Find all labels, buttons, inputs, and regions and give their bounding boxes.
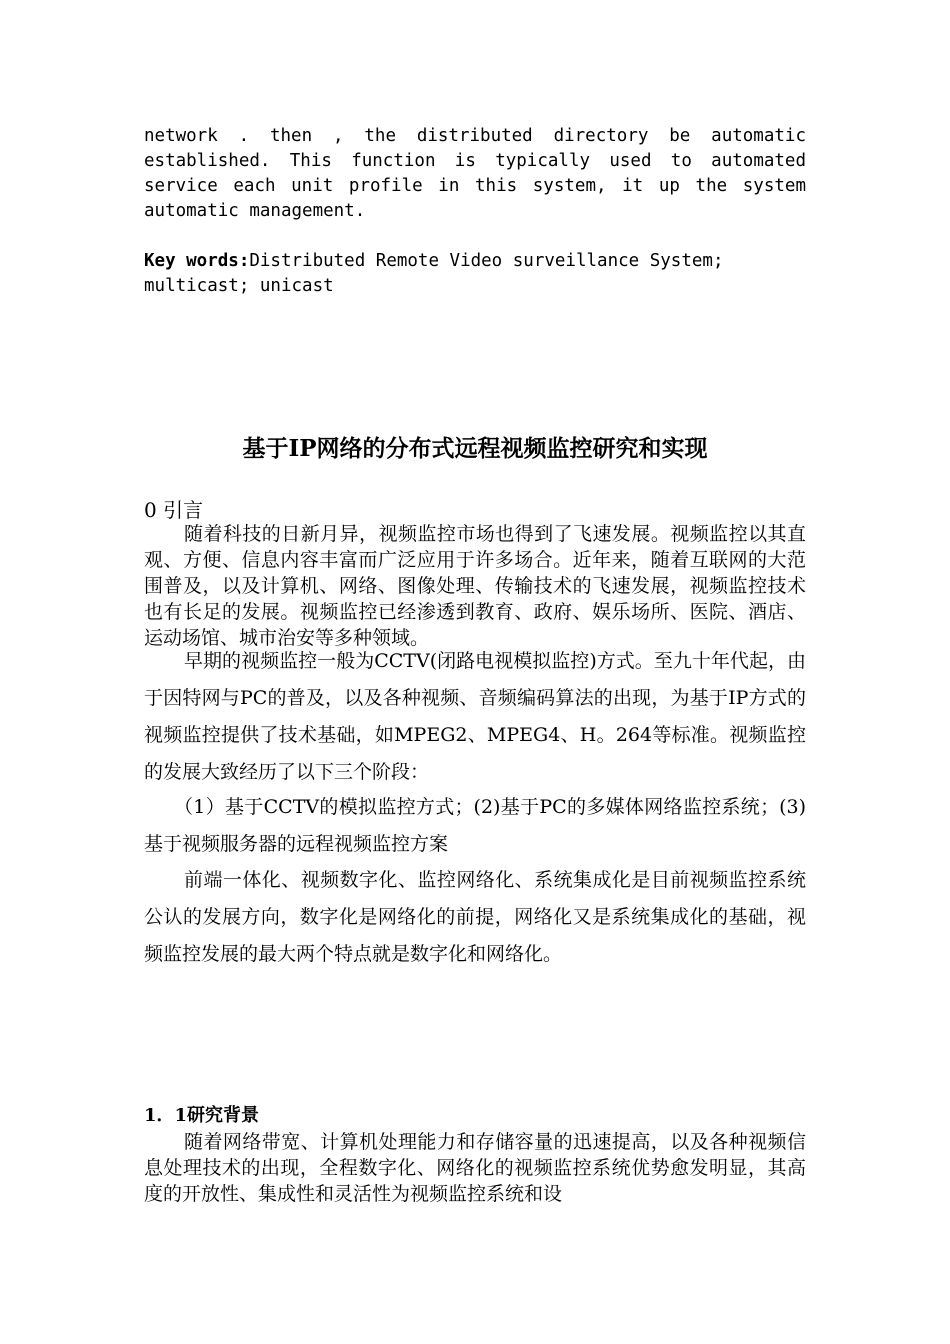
section-heading-background: 1．1研究背景: [144, 1105, 260, 1126]
keywords: [144, 249, 806, 299]
intro-paragraph-4: 前端一体化、视频数字化、监控网络化、系统集成化是目前视频监控系统公认的发展方向，数字化是网络化的前提，网络化又是系统集成化的基础，视频监控发展的最大两个特点就是数字化和网络化。: [144, 869, 806, 965]
background-paragraph-1: 随着网络带宽、计算机处理能力和存储容量的迅速提高，以及各种视频信息处理技术的出现，全程数字化、网络化的视频监控系统优势愈发明显，其高度的开放性、集成性和灵活性为视频监控系统和设: [144, 1131, 806, 1205]
intro-paragraph-1: 随着科技的日新月异，视频监控市场也得到了飞速发展。视频监控以其直观、方便、信息内容丰富而广泛应用于许多场合。近年来，随着互联网的大范围普及，以及计算机、网络、图像处理、传输技术的飞速发展，视频监控技术也有长足的发展。视频监控已经渗透到教育、政府、娱乐场所、医院、酒店、运动场馆、城市治安等多种领域。: [144, 523, 806, 649]
intro-paragraph-2: 早期的视频监控一般为CCTV(闭路电视模拟监控)方式。至九十年代起，由于因特网与PC的普及，以及各种视频、音频编码算法的出现，为基于IP方式的视频监控提供了技术基础，如MPEG2、MPEG4、H。264等标准。视频监控的发展大致经历了以下三个阶段：: [144, 650, 806, 783]
keywords-text: Distributed Remote Video surveillance System; multicast; unicast: [144, 251, 724, 296]
keywords-label: Key words:: [144, 251, 250, 271]
abstract-text: network . then , the distributed directory be automatic established. This function is typically used to automated service each unit profile in this system, it up the system automatic management.: [144, 126, 806, 221]
section-heading-intro: 0 引言: [144, 498, 204, 522]
document-title: 基于IP网络的分布式远程视频监控研究和实现: [242, 435, 708, 462]
intro-paragraph-3: （1）基于CCTV的模拟监控方式；(2)基于PC的多媒体网络监控系统；(3)基于视频服务器的远程视频监控方案: [144, 796, 806, 855]
